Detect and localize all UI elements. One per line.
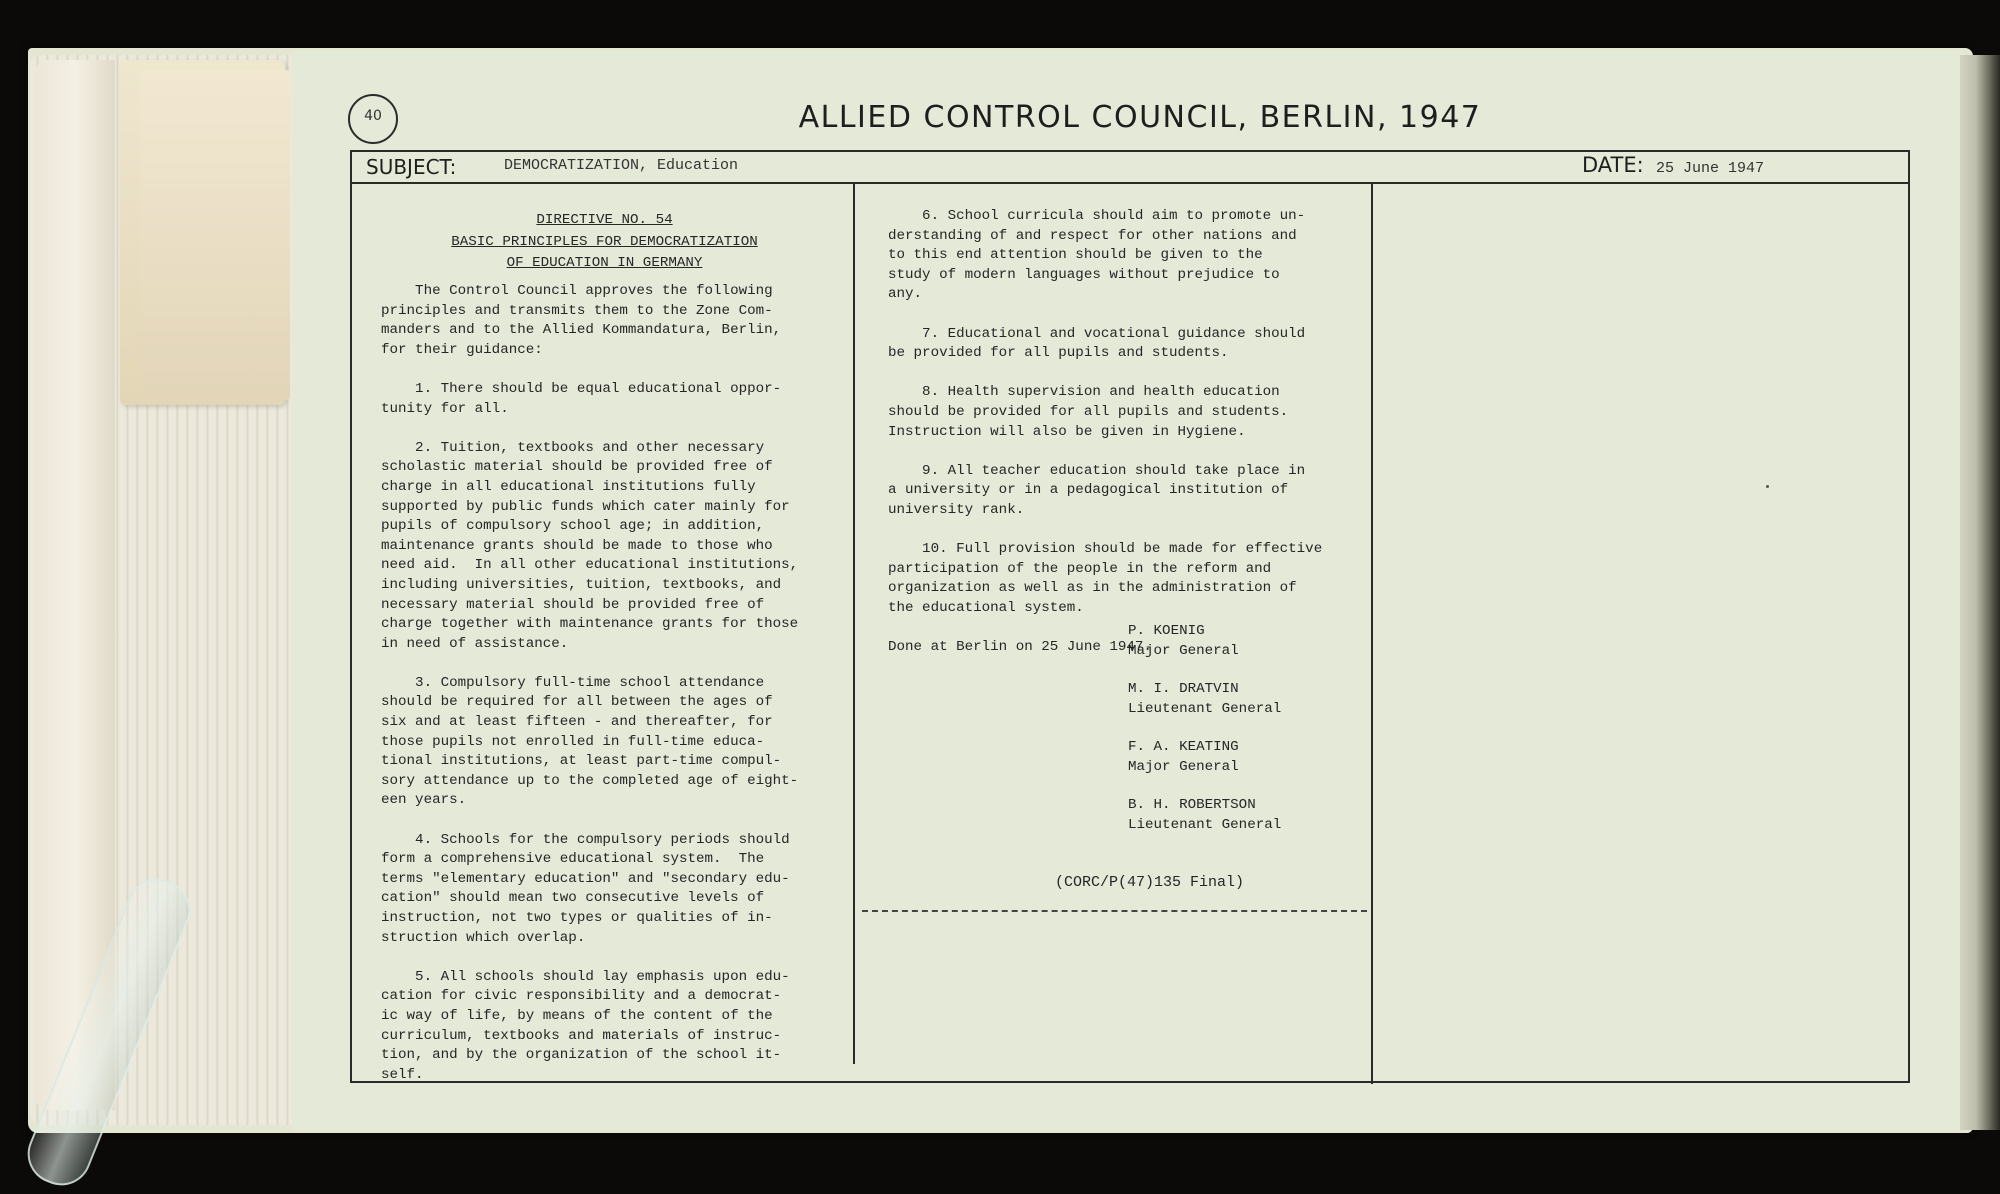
signatory-rank: Lieutenant General xyxy=(1128,700,1282,717)
directive-number: DIRECTIVE NO. 54 xyxy=(536,212,673,228)
column-divider-right xyxy=(1371,184,1373,1084)
left-column-text: The Control Council approves the following principles and transmits them to the Zone Com- manders and to the Allied Kommandatura, Berlin, for their guidance: 1. There should be equal educational oppor- tunity for all. 2. Tuition, textbooks and other necessary scholastic material should be provided free of charge in all educational institutions fully supported by public funds which cater mainly for pupils of compulsory school age; in addition, maintenance grants should be made to those who need aid. In all other educational institutions, including universities, tuition, textbooks, and necessary material should be provided free of charge together with maintenance grants for those in need of assistance. 3. Compulsory full-time school attendance should be required for all between the ages of six and at least fifteen - and thereafter, for those pupils not enrolled in full-time educa- tional institutions, at least part-time compul- sory attendance up to the completed age of eight- een years. 4. Schools for the compulsory periods should form a comprehensive educational system. The terms "elementary education" and "secondary edu- cation" should mean two consecutive levels of instruction, not two types or qualities of in- struction which overlap. 5. All schools should lay emphasis upon edu- cation for civic responsibility and a democrat- ic way of life, by means of the content of the curriculum, textbooks and materials of instruc- tion, and by the organization of the school it- self. xyxy=(381,283,799,1083)
date-value: 25 June 1947 xyxy=(1656,160,1765,177)
document-reference: (CORC/P(47)135 Final) xyxy=(1055,874,1245,891)
signatory-4 xyxy=(1128,796,1281,835)
signatory-3 xyxy=(1128,738,1239,777)
subject-value: DEMOCRATIZATION, Education xyxy=(504,157,739,174)
signatory-name: F. A. KEATING xyxy=(1128,739,1239,755)
subject-label: SUBJECT: xyxy=(366,155,457,179)
paper-speck xyxy=(1766,485,1769,488)
directive-title-line-2: OF EDUCATION IN GERMANY xyxy=(506,255,703,271)
paper-tab-inner xyxy=(140,70,290,400)
document-title: ALLIED CONTROL COUNCIL, BERLIN, 1947 xyxy=(798,100,1482,135)
middle-column-text: 6. School curricula should aim to promote un- derstanding of and respect for other nations and to this end attention should be given to the study of modern languages without prejudice to any. 7. Educational and vocational guidance should be provided for all pupils and students. 8. Health supervision and health education should be provided for all pupils and students. Instruction will also be given in Hygiene. 9. All teacher education should take place in a university or in a pedagogical institution of university rank. 10. Full provision should be made for effective participation of the people in the reform and organization as well as in the administration of the educational system. Done at Berlin on 25 June 1947. xyxy=(888,208,1323,656)
directive-title-line-1: BASIC PRINCIPLES FOR DEMOCRATIZATION xyxy=(451,233,758,250)
signatory-rank: Major General xyxy=(1128,758,1239,775)
page-number: 40 xyxy=(348,94,398,144)
signatory-1 xyxy=(1128,622,1239,661)
signatory-name: P. KOENIG xyxy=(1128,623,1205,639)
signatory-name: B. H. ROBERTSON xyxy=(1128,797,1256,813)
folded-pages xyxy=(35,60,115,1110)
page-edge-shadow xyxy=(1960,55,2000,1130)
column-divider-left xyxy=(853,184,855,1064)
signatory-rank: Lieutenant General xyxy=(1128,816,1282,833)
date-label: DATE: xyxy=(1582,153,1644,177)
dashed-separator xyxy=(862,910,1367,912)
signatory-2 xyxy=(1128,680,1281,719)
signatory-rank: Major General xyxy=(1128,642,1239,659)
directive-heading xyxy=(381,210,828,275)
signatory-name: M. I. DRATVIN xyxy=(1128,681,1239,697)
